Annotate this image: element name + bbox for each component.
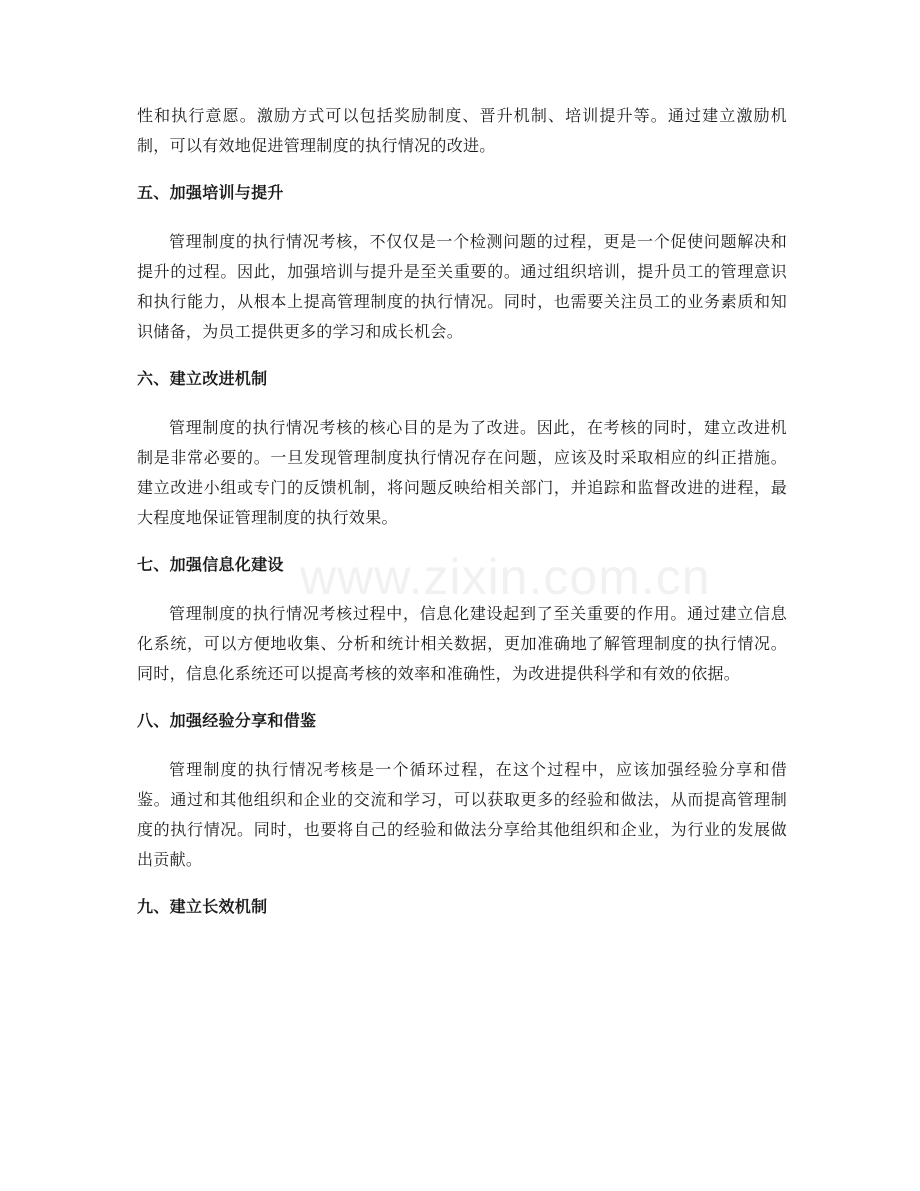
paragraph-section-8: 管理制度的执行情况考核是一个循环过程，在这个过程中，应该加强经验分享和借鉴。通过和其他组织和企业的交流和学习，可以获取更多的经验和做法，从而提高管理制度的执行情况。同时，也要将自己的经验和做法分享给其他组织和企业，为行业的发展做出贡献。 [137, 760, 787, 869]
watermark: www.zixin.com.cn [300, 549, 711, 605]
section-heading-5: 五、加强培训与提升 [137, 183, 284, 202]
paragraph-section-7: 管理制度的执行情况考核过程中，信息化建设起到了至关重要的作用。通过建立信息化系统，可以方便地收集、分析和统计相关数据，更加准确地了解管理制度的执行情况。同时，信息化系统还可以提高考核的效率和准确性，为改进提供科学和有效的依据。 [137, 604, 787, 683]
document-body [137, 101, 787, 922]
paragraph-intro: 性和执行意愿。激励方式可以包括奖励制度、晋升机制、培训提升等。通过建立激励机制，可以有效地促进管理制度的执行情况的改进。 [137, 106, 787, 155]
section-heading-6: 六、建立改进机制 [137, 369, 268, 388]
section-heading-7: 七、加强信息化建设 [137, 555, 284, 574]
section-heading-8: 八、加强经验分享和借鉴 [137, 711, 317, 730]
paragraph-section-6: 管理制度的执行情况考核的核心目的是为了改进。因此，在考核的同时，建立改进机制是非常必要的。一旦发现管理制度执行情况存在问题，应该及时采取相应的纠正措施。建立改进小组或专门的反馈机制，将问题反映给相关部门，并追踪和监督改进的进程，最大程度地保证管理制度的执行效果。 [137, 418, 787, 527]
section-heading-9: 九、建立长效机制 [137, 897, 268, 916]
paragraph-section-5: 管理制度的执行情况考核，不仅仅是一个检测问题的过程，更是一个促使问题解决和提升的过程。因此，加强培训与提升是至关重要的。通过组织培训，提升员工的管理意识和执行能力，从根本上提高管理制度的执行情况。同时，也需要关注员工的业务素质和知识储备，为员工提供更多的学习和成长机会。 [137, 232, 787, 341]
